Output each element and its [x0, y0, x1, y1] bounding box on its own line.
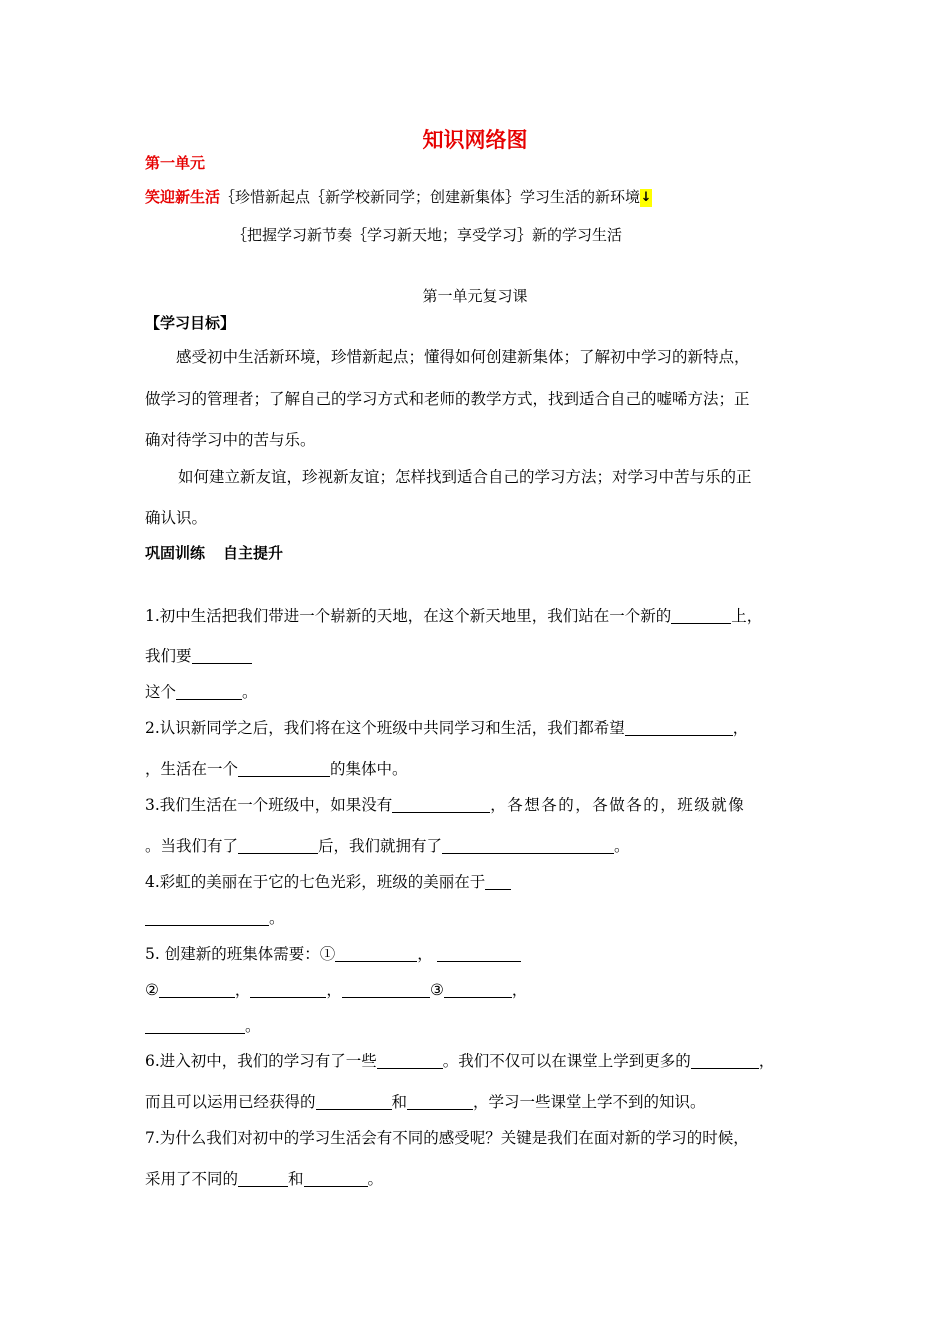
question-6-line-2 — [145, 1090, 706, 1112]
section-heading — [145, 542, 283, 563]
question-6-text: 。我们不仅可以在课堂上学到更多的 — [442, 1052, 691, 1070]
question-3-text: ，各想各的，各做各的，班级就像 — [490, 796, 746, 814]
answer-blank[interactable] — [238, 838, 318, 855]
goals-paragraph-2-line-2: 确认识。 — [145, 509, 208, 527]
question-3-text: 3.我们生活在一个班级中，如果没有 — [145, 796, 393, 814]
question-3-line-1 — [145, 793, 745, 815]
answer-blank[interactable] — [671, 608, 731, 625]
answer-blank[interactable] — [485, 874, 511, 891]
answer-blank[interactable] — [437, 946, 521, 963]
question-2-text: 的集体中。 — [330, 760, 408, 778]
network-topic: 笑迎新生活 — [145, 188, 221, 206]
question-6-text: 6.进入初中，我们的学习有了一些 — [145, 1052, 377, 1070]
question-5-text: ， — [511, 981, 528, 999]
question-5-text: 5. 创建新的班集体需要：① — [145, 945, 336, 963]
goals-paragraph-2-line-1: 如何建立新友谊，珍视新友谊；怎样找到适合自己的学习方法；对学习中苦与乐的正 — [178, 468, 752, 486]
question-5-line-1 — [145, 942, 521, 964]
answer-blank[interactable] — [250, 982, 326, 999]
question-6-text: 而且可以运用已经获得的 — [145, 1093, 316, 1111]
question-7-line-1: 7.为什么我们对初中的学习生活会有不同的感受呢？关键是我们在面对新的学习的时候， — [145, 1129, 749, 1147]
question-5-text: ③ — [429, 981, 444, 999]
question-5-text: 。 — [245, 1017, 261, 1035]
answer-blank[interactable] — [176, 684, 242, 701]
answer-blank[interactable] — [342, 982, 430, 999]
question-1-text: 我们要 — [145, 647, 192, 665]
question-2-text: ， — [732, 719, 749, 737]
question-5-line-2 — [145, 978, 527, 1000]
question-5-line-3 — [145, 1014, 261, 1036]
question-3-text: 。当我们有了 — [145, 837, 239, 855]
question-1-line-2 — [145, 644, 252, 666]
question-1-line-3 — [145, 680, 258, 702]
question-1-text: 上， — [731, 607, 763, 625]
question-1-text: 这个 — [145, 683, 177, 701]
unit-label: 第一单元 — [145, 154, 206, 172]
answer-blank[interactable] — [238, 1171, 288, 1188]
question-3-text: 后，我们就拥有了 — [318, 837, 443, 855]
down-arrow-icon: ↓ — [640, 190, 652, 205]
question-4-line-1 — [145, 870, 511, 892]
answer-blank[interactable] — [335, 946, 417, 963]
goals-paragraph-1-line-1: 感受初中生活新环境，珍惜新起点；懂得如何创建新集体；了解初中学习的新特点， — [176, 348, 750, 366]
page-title: 知识网络图 — [422, 128, 528, 152]
question-2-line-1 — [145, 716, 748, 738]
question-6-text: ， — [758, 1052, 775, 1070]
answer-blank[interactable] — [691, 1053, 759, 1070]
question-2-text: ，生活在一个 — [145, 760, 239, 778]
review-title: 第一单元复习课 — [422, 287, 528, 305]
answer-blank[interactable] — [625, 720, 733, 737]
question-5-text: ② — [145, 981, 159, 999]
goals-heading: 【学习目标】 — [145, 314, 236, 332]
answer-blank[interactable] — [316, 1094, 392, 1111]
question-1-line-1 — [145, 604, 762, 626]
section-heading-b: 自主提升 — [223, 544, 284, 562]
question-4-text: 4.彩虹的美丽在于它的七色光彩，班级的美丽在于 — [145, 873, 486, 891]
goals-paragraph-1-line-2: 做学习的管理者；了解自己的学习方式和老师的教学方式，找到适合自己的嘘唏方法；正 — [145, 390, 750, 408]
question-2-line-2 — [145, 757, 408, 779]
question-7-text: 和 — [288, 1170, 304, 1188]
question-5-text: ， — [417, 945, 433, 963]
section-heading-a: 巩固训练 — [145, 544, 206, 562]
question-4-line-2 — [145, 906, 285, 928]
question-6-line-1 — [145, 1049, 774, 1071]
answer-blank[interactable] — [145, 1018, 245, 1035]
question-5-text: ， — [326, 981, 342, 999]
question-1-text: 1.初中生活把我们带进一个崭新的天地，在这个新天地里，我们站在一个新的 — [145, 607, 672, 625]
question-7-text: 。 — [367, 1170, 384, 1188]
question-7-text: 采用了不同的 — [145, 1170, 239, 1188]
answer-blank[interactable] — [407, 1094, 473, 1111]
answer-blank[interactable] — [304, 1171, 368, 1188]
answer-blank[interactable] — [444, 982, 512, 999]
answer-blank[interactable] — [377, 1053, 443, 1070]
question-6-text: ，学习一些课堂上学不到的知识。 — [473, 1093, 706, 1111]
answer-blank[interactable] — [159, 982, 235, 999]
question-2-text: 2.认识新同学之后，我们将在这个班级中共同学习和生活，我们都希望 — [145, 719, 625, 737]
answer-blank[interactable] — [192, 648, 252, 665]
answer-blank[interactable] — [145, 910, 269, 927]
question-5-text: ， — [234, 981, 251, 999]
network-branch-2: ｛把握学习新节奏｛学习新天地；享受学习｝新的学习生活 — [232, 226, 623, 244]
answer-blank[interactable] — [442, 838, 614, 855]
question-6-text: 和 — [391, 1093, 408, 1111]
question-7-line-2 — [145, 1167, 383, 1189]
question-3-line-2 — [145, 834, 630, 856]
network-branch-1: ｛珍惜新起点｛新学校新同学；创建新集体｝学习生活的新环境 — [220, 188, 641, 206]
question-4-text: 。 — [269, 909, 285, 927]
goals-paragraph-1-line-3: 确对待学习中的苦与乐。 — [145, 431, 316, 449]
answer-blank[interactable] — [238, 761, 330, 778]
question-3-text: 。 — [614, 837, 630, 855]
network-line-1 — [145, 186, 652, 207]
answer-blank[interactable] — [392, 797, 490, 814]
question-1-text: 。 — [242, 683, 258, 701]
